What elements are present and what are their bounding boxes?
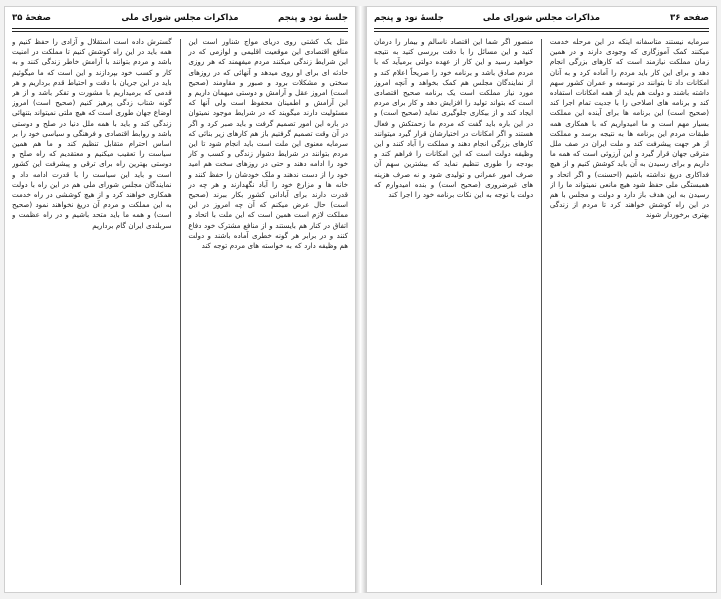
column-text: مثل یک کشتی روی دریای مواج شناور است این منافع اقتصادی این موقعیت اقلیمی و لوازمی که در این شرایط زندگی میکنند مردم میفهمند که هر روزی حادثه ای برای او روی میدهد و آنهائی که در روزهای سختی و مشکلات برود و صبور و مقاومند (صحیح است) امروز عقل و آرامش و دوستی میهمان داریم و این آرامش و اطمینان محفوظ است ولی آنها که مسئولیت دارند میگویند که در شرایط موجود نمیتوان در باره این امور تصمیم گرفت و باید صبر کرد و اگر در آن وقت تصمیم گرفتیم باز هم کارهای زیر بنائی که سرمایه معنوی این ملت است باید انجام شود تا این مردم بتوانند در شرایط دشوار زندگی و کسب و کار خود را ادامه دهند و حتی در روزهای سخت هم امید خود را از دست ندهند و ملک خودشان را حفظ کنند و خانه ها و مزارع خود را آباد نگهدارند و هر چه در قدرت دارند برای آبادانی کشور بکار ببرند (صحیح است) حال عرض میکنم که آن چه امروز در این مملکت لازم است همین است که این ملت با اتحاد و اتفاق در کنار هم بایستند و از منافع مشترک خود دفاع کنند و در برابر هر گونه خطری آماده باشند و دولت هم وظیفه دارد که به خواسته های مردم توجه کند <box>188 37 348 251</box>
text-column-right <box>188 37 348 587</box>
header-rule <box>12 28 348 29</box>
page-number: صفحه ۳۶ <box>670 13 709 23</box>
page-number: صفحهٔ ۳۵ <box>12 13 51 23</box>
left-page <box>4 6 356 593</box>
column-text: سرمایه نیستند متاسفانه اینکه در این مرحله خدمت میکنند کمک آموزگاری که وجودی دارند و در همین زمان مملکت نیازمند است که کارهای بزرگی انجام دهد و برای این کار باید مردم را آماده کرد و به آنان امکانات داد تا بتوانند در توسعه و عمران کشور سهم داشته باشند و دولت هم باید از همه امکانات استفاده کند و برنامه های اصلاحی را با جدیت تمام اجرا کند (صحیح است) این برنامه ها برای آینده این مملکت بسیار مهم است و ما امیدواریم که با همکاری همه طبقات مردم این برنامه ها به نتیجه برسد و مملکت از هر جهت پیشرفت کند و ملت ایران در صف ملل مترقی جهان قرار گیرد و این آرزوئی است که همه ما داریم و برای رسیدن به آن باید کوشش کنیم و از هیچ فداکاری دریغ نداشته باشیم (احسنت) و اگر اتحاد و همبستگی ملی حفظ شود هیچ مانعی نمیتواند ما را از رسیدن به این هدف باز دارد و دولت و مجلس با هم در این راه کوشش خواهند کرد تا مردم از زندگی بهتری برخوردار شوند <box>549 37 709 220</box>
right-page <box>366 6 717 593</box>
text-column-left <box>12 37 172 587</box>
journal-title: مذاکرات مجلس شورای ملی <box>121 13 239 23</box>
column-text: گسترش داده است استقلال و آزادی را حفظ کنیم و همه باید در این راه کوشش کنیم تا مملکت در امنیت باشد و مردم بتوانند با آرامش خاطر زندگی کنند و به کار و کسب خود بپردازند و این است که ما میگوئیم باید در این جریان با دقت و احتیاط قدم برداریم و هر قدمی که برمیداریم با مشورت و تفکر باشد و از هر گونه شتاب زدگی پرهیز کنیم (صحیح است) امروز اوضاع جهان طوری است که هیچ ملتی نمیتواند بتنهائی زندگی کند و باید با همه ملل دنیا در صلح و دوستی باشد و روابط اقتصادی و فرهنگی و سیاسی خود را بر اساس احترام متقابل تنظیم کند و ما هم همین سیاست را تعقیب میکنیم و معتقدیم که راه صلح و دوستی بهترین راه برای ترقی و پیشرفت این کشور است و باید این سیاست را با قدرت ادامه داد و نمایندگان مجلس شورای ملی هم در این راه با دولت همکاری خواهند کرد و از هیچ کوششی در راه خدمت به این مملکت و مردم آن دریغ نخواهند نمود (صحیح است) و همه ما باید متحد باشیم و در راه عظمت و سربلندی ایران گام برداریم <box>12 37 172 230</box>
header-rule-thin <box>12 31 348 32</box>
text-column-left <box>374 37 533 587</box>
left-page-header <box>12 12 348 27</box>
session-label: جلسهٔ نود و پنجم <box>374 13 444 23</box>
header-rule <box>374 28 709 29</box>
column-divider <box>180 39 181 585</box>
column-divider <box>541 39 542 585</box>
header-rule-thin <box>374 31 709 32</box>
session-label: جلسهٔ نود و پنجم <box>278 13 348 23</box>
book-gutter <box>356 6 366 593</box>
right-page-header <box>374 12 709 27</box>
journal-title: مذاکرات مجلس شورای ملی <box>482 13 601 23</box>
right-page-columns <box>374 37 709 587</box>
text-column-right <box>550 37 709 587</box>
column-text: منصور اگر شما این اقتصاد ناسالم و بیمار را درمان کنید و این مسائل را با دقت بررسی کنید به نتیجه خواهید رسید و این کار از عهده دولتی برمیآید که با مردم صادق باشد و برنامه خود را صریحاً اعلام کند و از نمایندگان مجلس هم کمک بخواهد و آنچه امروز مورد نیاز مملکت است یک برنامه صحیح اقتصادی است که بتواند تولید را افزایش دهد و کار برای مردم ایجاد کند و از بیکاری جلوگیری نماید (صحیح است) و در این باره باید گفت که مردم ما زحمتکش و فعال هستند و اگر امکانات در اختیارشان قرار گیرد میتوانند کارهای بزرگی انجام دهند و مملکت را آباد کنند و این وظیفه دولت است که این امکانات را فراهم کند و بودجه را طوری تنظیم نماید که بیشترین سهم آن صرف امور عمرانی و تولیدی شود و نه صرف هزینه های غیرضروری (صحیح است) و بنده امیدوارم که دولت با توجه به این نکات برنامه خود را اجرا کند <box>374 37 534 200</box>
left-page-columns <box>12 37 348 587</box>
